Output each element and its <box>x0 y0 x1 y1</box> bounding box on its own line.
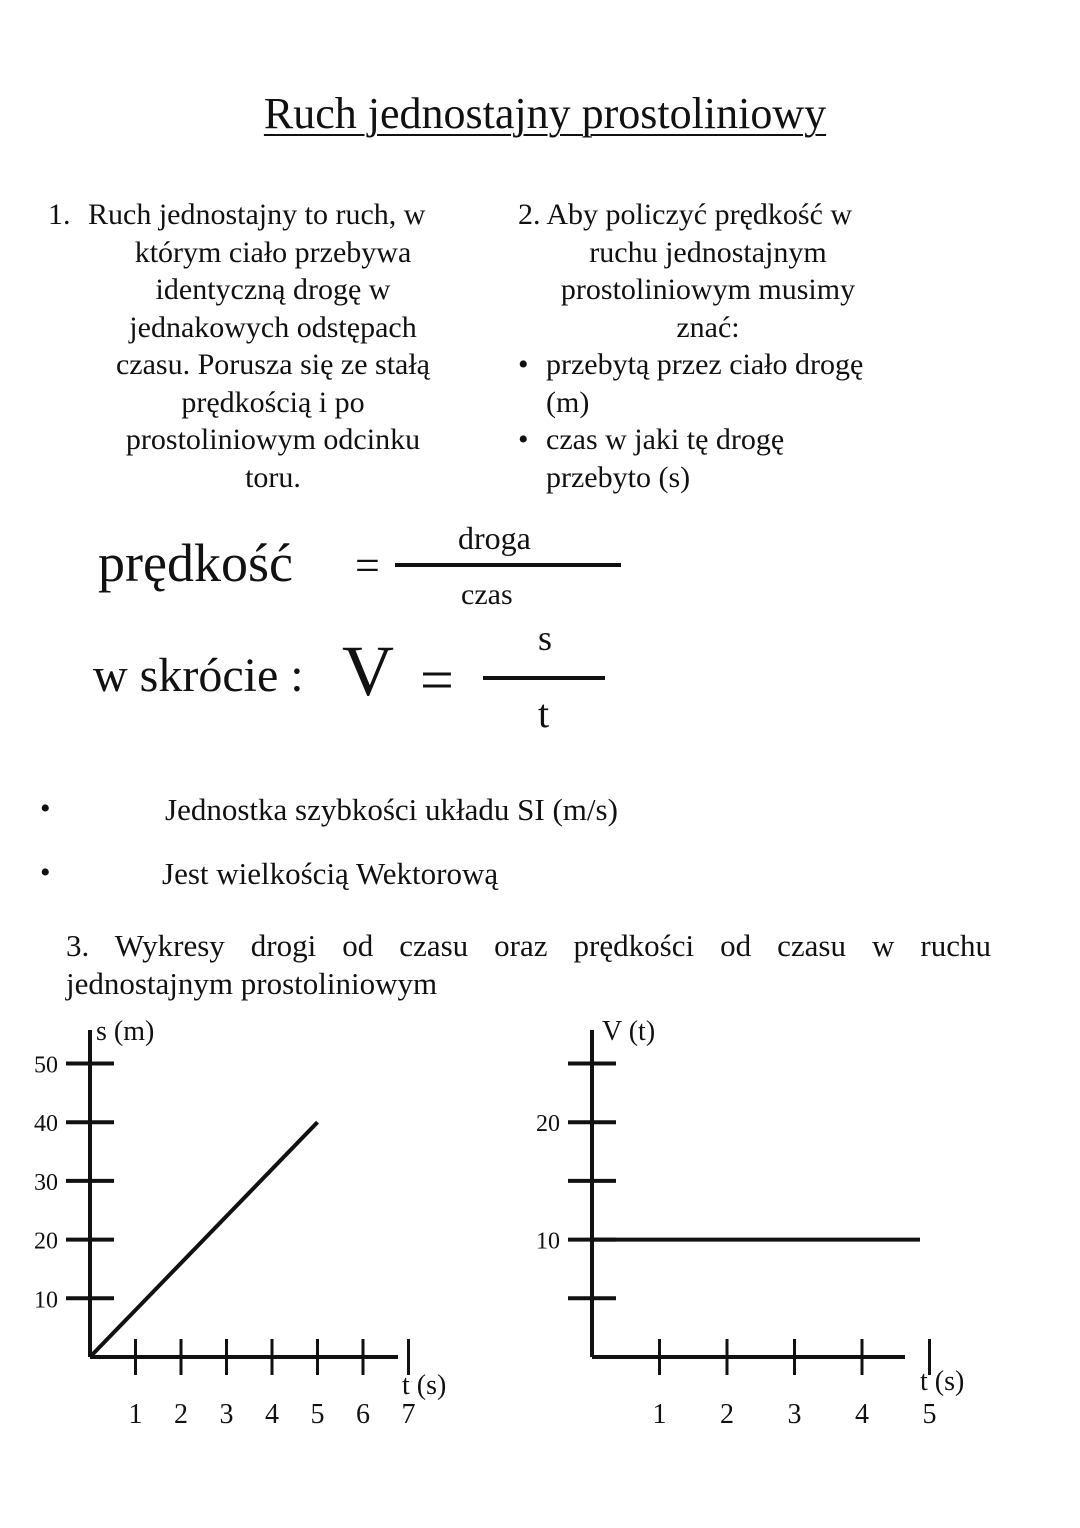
y-axis-label: s (m) <box>96 1016 155 1047</box>
point-1-line: identyczną drogę w <box>155 273 391 306</box>
fraction-denominator: t <box>538 691 550 736</box>
point-2-line: znać: <box>676 310 740 344</box>
x-tick-label: 1 <box>128 1399 143 1430</box>
x-tick-label: 2 <box>174 1399 188 1430</box>
section-3-line: jednostajnym prostoliniowym <box>66 966 438 1001</box>
x-tick-label: 3 <box>219 1399 234 1430</box>
bullet-line: przebyto (s) <box>546 460 691 494</box>
fraction-numerator: droga <box>458 520 531 556</box>
x-axis-label: t (s) <box>920 1366 965 1397</box>
note-vector: Jest wielkością Wektorową <box>162 856 499 891</box>
y-axis-label: V (t) <box>602 1016 656 1047</box>
point-1-line: prędkością i po <box>181 385 365 419</box>
point-1-line: Ruch jednostajny to ruch, w <box>88 198 426 231</box>
y-tick-label: 30 <box>34 1169 58 1196</box>
formula-symbol-v: V <box>342 631 394 711</box>
x-axis-label: t (s) <box>402 1370 447 1401</box>
note-si-unit: Jednostka szybkości układu SI (m/s) <box>165 792 618 827</box>
point-1-number: 1. <box>48 198 71 231</box>
y-tick-label: 10 <box>536 1228 560 1255</box>
x-tick-label: 3 <box>787 1399 802 1430</box>
bullet-dot: • <box>40 856 51 889</box>
formula-label-predkosc: prędkość <box>98 533 293 593</box>
formula-equals: = <box>420 647 454 713</box>
point-1-line: toru. <box>245 460 301 494</box>
x-tick-label: 5 <box>922 1399 937 1430</box>
x-tick-label: 2 <box>720 1399 734 1430</box>
x-tick-label: 4 <box>855 1399 869 1430</box>
y-tick-label: 50 <box>34 1052 58 1079</box>
x-tick-label: 6 <box>356 1399 370 1430</box>
x-tick-label: 4 <box>265 1399 279 1430</box>
x-tick-label: 1 <box>652 1399 667 1430</box>
point-1-line: którym ciało przebywa <box>134 235 412 269</box>
point-1-line: jednakowych odstępach <box>129 310 417 344</box>
point-2-line: ruchu jednostajnym <box>589 235 827 269</box>
point-2-line: prostoliniowym musimy <box>560 273 856 306</box>
y-tick-label: 40 <box>34 1111 58 1138</box>
section-3-line: 3. Wykresy drogi od czasu oraz prędkości od czasu w ruchu <box>66 928 991 963</box>
fraction-numerator: s <box>538 618 553 658</box>
point-2-line: 2. Aby policzyć prędkość w <box>518 198 853 231</box>
series-line <box>90 1122 318 1357</box>
bullet-line: • czas w jaki tę drogę <box>546 423 785 456</box>
y-tick-label: 20 <box>34 1228 58 1255</box>
bullet-dot: • <box>40 792 51 825</box>
bullet-line: (m) <box>546 385 590 419</box>
point-1-line: czasu. Porusza się ze stałą <box>115 348 431 381</box>
x-tick-label: 7 <box>401 1399 416 1430</box>
bullet-line: • przebytą przez ciało drogę <box>546 348 864 381</box>
formula-equals: = <box>355 541 380 590</box>
fraction-denominator: czas <box>461 578 513 611</box>
formula-label-short: w skrócie : <box>93 649 304 702</box>
point-1-line: prostoliniowym odcinku <box>125 423 421 456</box>
y-tick-label: 10 <box>34 1287 58 1314</box>
page-title: Ruch jednostajny prostoliniowy <box>263 89 827 138</box>
y-tick-label: 20 <box>536 1111 560 1138</box>
x-tick-label: 5 <box>310 1399 325 1430</box>
